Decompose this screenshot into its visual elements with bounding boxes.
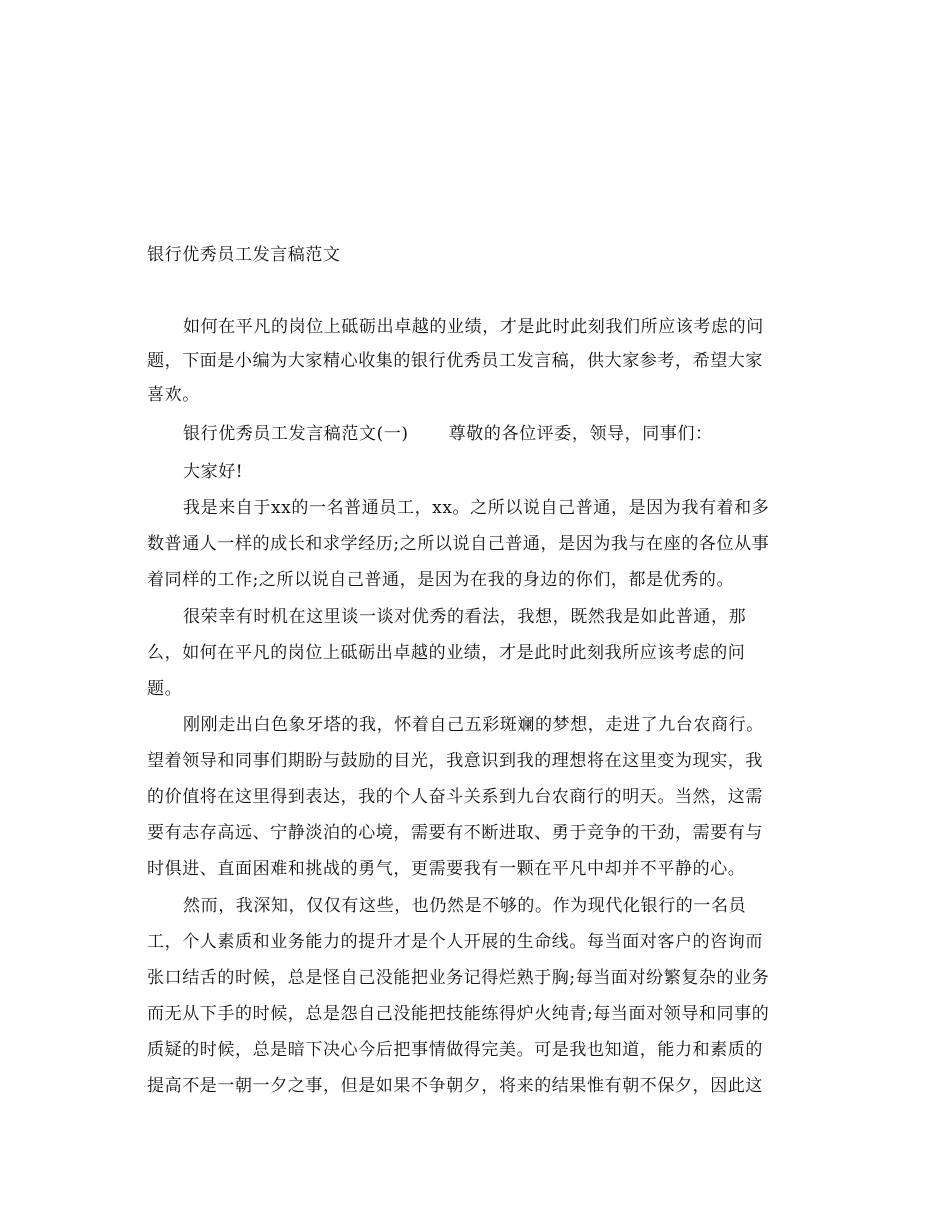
paragraph-line: 我是来自于xx的一名普通员工，xx。之所以说自己普通，是因为我有着和多 [183, 498, 770, 518]
paragraph-line: 数普通人一样的成长和求学经历;之所以说自己普通，是因为我与在座的各位从事 [147, 534, 770, 554]
paragraph-line: 望着领导和同事们期盼与鼓励的目光，我意识到我的理想将在这里变为现实，我 [147, 751, 763, 771]
paragraph-line: 题。 [147, 679, 183, 699]
paragraph-line: 很荣幸有时机在这里谈一谈对优秀的看法，我想，既然我是如此普通，那 [183, 607, 747, 627]
paragraph-line: 刚刚走出白色象牙塔的我，怀着自己五彩斑斓的梦想，走进了九台农商行。 [183, 715, 764, 735]
paragraph-line: 时俱进、直面困难和挑战的勇气，更需要我有一颗在平凡中却并不平静的心。 [147, 859, 746, 879]
paragraph-line: 工，个人素质和业务能力的提升才是个人开展的生命线。每当面对客户的咨询而 [147, 932, 763, 952]
section-heading-line [183, 421, 713, 447]
paragraph-line: 质疑的时候，总是暗下决心今后把事情做得完美。可是我也知道，能力和素质的 [147, 1040, 763, 1060]
paragraph-line: 然而，我深知，仅仅有这些，也仍然是不够的。作为现代化银行的一名员 [183, 896, 747, 916]
paragraph-line: 喜欢。 [147, 385, 200, 405]
salutation: 尊敬的各位评委，领导，同事们： [448, 424, 713, 444]
paragraph-line: 张口结舌的时候，总是怪自己没能把业务记得烂熟于胸;每当面对纷繁复杂的业务 [147, 968, 770, 988]
paragraph-line: 的价值将在这里得到表达，我的个人奋斗关系到九台农商行的明天。当然，这需 [147, 787, 763, 807]
paragraph-line: 而无从下手的时候，总是怨自己没能把技能练得炉火纯青;每当面对领导和同事的 [147, 1004, 770, 1024]
paragraph-line: 如何在平凡的岗位上砥砺出卓越的业绩，才是此时此刻我们所应该考虑的问 [183, 317, 764, 337]
paragraph-line: 提高不是一朝一夕之事，但是如果不争朝夕，将来的结果惟有朝不保夕，因此这 [147, 1076, 763, 1096]
paragraph-line: 么，如何在平凡的岗位上砥砺出卓越的业绩，才是此时此刻我所应该考虑的问 [147, 643, 746, 663]
paragraph-line: 着同样的工作;之所以说自己普通，是因为在我的身边的你们，都是优秀的。 [147, 570, 735, 590]
greeting: 大家好! [183, 462, 244, 482]
section-heading: 银行优秀员工发言稿范文(一) [183, 424, 409, 444]
paragraph-line: 要有志存高远、宁静淡泊的心境，需要有不断进取、勇于竞争的干劲，需要有与 [147, 823, 763, 843]
document-title: 银行优秀员工发言稿范文 [147, 245, 341, 265]
paragraph-line: 题，下面是小编为大家精心收集的银行优秀员工发言稿，供大家参考，希望大家 [147, 351, 763, 371]
